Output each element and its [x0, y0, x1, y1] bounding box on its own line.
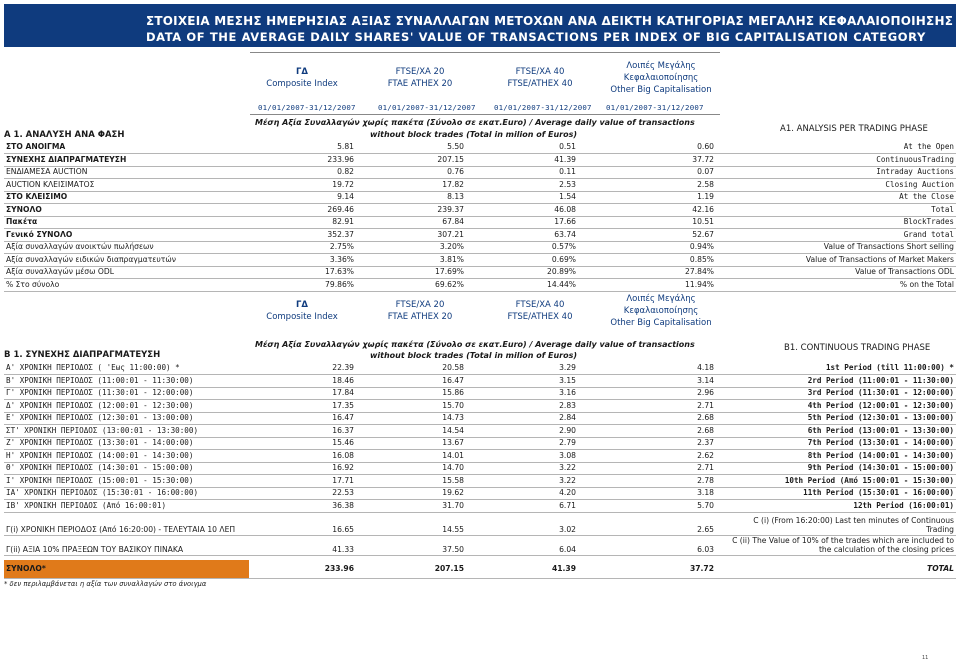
row-label: Αξία συναλλαγών μέσω ODL	[6, 267, 114, 276]
row-label: Γενικό ΣΥΝΟΛΟ	[6, 229, 73, 239]
table-row	[4, 475, 956, 488]
period-ftse20: 01/01/2007-31/12/2007	[378, 103, 476, 112]
row-label-en: 5th Period (12:30:01 - 13:00:00)	[807, 413, 954, 422]
row-value: 3.29	[559, 363, 576, 372]
table-row	[4, 425, 956, 438]
row-value: 37.72	[692, 154, 714, 164]
row-value: 2.62	[697, 450, 714, 460]
title-banner	[4, 4, 956, 47]
table-row	[4, 500, 956, 513]
table-row	[4, 241, 956, 254]
row-label: Γ(ii) ΑΞΙΑ 10% ΠΡΑΞΕΩΝ ΤΟΥ ΒΑΣΙΚΟΥ ΠΙΝΑΚΑ	[6, 545, 184, 554]
table-row	[4, 437, 956, 450]
row-value: 15.70	[442, 400, 464, 410]
row-label-en: 6th Period (13:00:01 - 13:30:00)	[807, 425, 954, 435]
row-value: 0.57%	[551, 242, 576, 251]
table-row	[4, 216, 956, 229]
row-value: 16.92	[332, 463, 354, 472]
table-row	[4, 229, 956, 242]
row-value: 22.39	[332, 363, 354, 372]
row-value: 207.15	[434, 564, 464, 573]
row-value: 1.54	[559, 192, 576, 201]
row-value: 6.04	[559, 545, 576, 554]
row-label: ΣΥΝΟΛΟ	[6, 204, 42, 214]
row-value: 5.70	[697, 500, 714, 510]
column-header-ftse40: FTSE/XA 40 FTSE/ATHEX 40	[507, 67, 573, 89]
row-value: 13.67	[442, 438, 464, 447]
row-value: 0.07	[697, 167, 714, 176]
table-row	[4, 191, 956, 204]
row-value: 9.14	[337, 192, 354, 201]
table-row	[4, 400, 956, 413]
row-label: Θ' ΧΡΟΝΙΚΗ ΠΕΡΙΟΔΟΣ (14:30:01 - 15:00:00)	[6, 463, 194, 472]
row-value: 20.58	[442, 363, 464, 372]
row-label-en: C (ii) The Value of 10% of the trades which are included to the calculation of the closing prices	[732, 536, 954, 554]
row-label: ΣΤΟ ΚΛΕΙΣΙΜΟ	[6, 192, 68, 201]
row-value: 2.65	[697, 525, 714, 534]
row-value: 17.66	[554, 217, 576, 226]
table-row	[4, 515, 956, 536]
row-value: 16.47	[332, 413, 354, 422]
row-value: 15.58	[442, 475, 464, 485]
row-value: 67.84	[442, 217, 464, 226]
row-value: 14.73	[442, 413, 464, 422]
row-value: 36.38	[332, 500, 354, 510]
table-row	[4, 254, 956, 267]
table-row	[4, 412, 956, 425]
title-greek: ΣΤΟΙΧΕΙΑ ΜΕΣΗΣ ΗΜΕΡΗΣΙΑΣ ΑΞΙΑΣ ΣΥΝΑΛΛΑΓΩΝ ΜΕΤΟΧΩΝ ΑΝΑ ΔΕΙΚΤΗ ΚΑΤΗΓΟΡΙΑΣ ΜΕΓΑΛΗΣ ΚΕΦΑΛΑΙΟΠΟΙΗΣΗΣ	[146, 14, 954, 28]
row-value: 14.44%	[547, 279, 576, 289]
row-label: Ε' ΧΡΟΝΙΚΗ ΠΕΡΙΟΔΟΣ (12:30:01 - 13:00:00)	[6, 413, 194, 422]
row-value: 41.33	[332, 545, 354, 554]
row-value: 17.63%	[325, 267, 354, 276]
row-label-en: At the Close	[899, 192, 954, 201]
row-value: 17.84	[332, 388, 354, 397]
row-value: 0.69%	[551, 254, 576, 264]
table-row	[4, 166, 956, 179]
row-label: ΙΒ' ΧΡΟΝΙΚΗ ΠΕΡΙΟΔΟΣ (Από 16:00:01)	[6, 500, 167, 510]
row-label: ΙΑ' ΧΡΟΝΙΚΗ ΠΕΡΙΟΔΟΣ (15:30:01 - 16:00:00)	[6, 488, 199, 497]
row-value: 2.71	[697, 463, 714, 472]
subtitle-a-line1: Μέση Αξία Συναλλαγών χωρίς πακέτα (Σύνολο σε εκατ.Euro) / Average daily value of transactions	[255, 118, 695, 127]
section-b-title: B 1. ΣΥΝΕΧΗΣ ΔΙΑΠΡΑΓΜΑΤΕΥΣΗ	[4, 350, 161, 360]
subtitle-b-line2: without block trades (Total in milion of Euros)	[370, 351, 578, 360]
row-value: 0.60	[697, 142, 714, 151]
column-header-ftse20: FTSE/XA 20 FTAE ATHEX 20	[387, 67, 453, 89]
row-value: 16.47	[442, 375, 464, 385]
table-row	[4, 375, 956, 388]
row-value: 22.53	[332, 488, 354, 497]
row-label-en: Grand total	[903, 229, 954, 239]
row-label: Γ(i) ΧΡΟΝΙΚΗ ΠΕΡΙΟΔΟΣ (Από 16:20:00) - ΤΕΛΕΥΤΑΙΑ 10 ΛΕΠ	[6, 525, 236, 534]
row-value: 207.15	[437, 154, 464, 164]
row-label-en: 3rd Period (11:30:01 - 12:00:00)	[807, 388, 954, 397]
row-value: 2.90	[559, 425, 576, 435]
title-english: DATA OF THE AVERAGE DAILY SHARES' VALUE OF TRANSACTIONS PER INDEX OF BIG CAPITALISATION CATEGORY	[146, 30, 926, 44]
row-value: 19.62	[442, 488, 464, 497]
row-value: 82.91	[332, 217, 354, 226]
row-label: Πακέτα	[6, 217, 38, 226]
row-value: 239.37	[437, 204, 464, 214]
column-header-other-b: Λοιπές Μεγάλης Κεφαλαιοποίησης Other Big Capitalisation	[610, 294, 712, 328]
row-value: 6.71	[559, 500, 576, 510]
row-label: ΕΝΔΙΑΜΕΣΑ AUCTION	[6, 167, 88, 176]
period-other: 01/01/2007-31/12/2007	[606, 103, 704, 112]
table-row	[4, 204, 956, 217]
page-number: 11	[922, 655, 929, 661]
row-value: 19.72	[332, 179, 354, 189]
row-value: 14.55	[442, 525, 464, 534]
row-value: 2.53	[559, 179, 576, 189]
row-value: 0.85%	[689, 254, 714, 264]
row-label-en: BlockTrades	[903, 217, 954, 226]
row-value: 2.37	[697, 438, 714, 447]
table-row	[4, 362, 956, 375]
column-header-composite: ΓΔ Composite Index	[266, 67, 338, 89]
row-value: 31.70	[442, 500, 464, 510]
row-value: 6.03	[697, 545, 714, 554]
row-value: 3.36%	[329, 254, 354, 264]
row-value: 5.50	[447, 142, 464, 151]
row-value: 41.39	[554, 154, 576, 164]
row-label-en: Intraday Auctions	[876, 167, 954, 176]
row-label-en: % on the Total	[899, 279, 954, 289]
row-label-en: ContinuousTrading	[876, 154, 954, 164]
period-composite: 01/01/2007-31/12/2007	[258, 103, 356, 112]
row-value: 14.54	[442, 425, 464, 435]
row-label-en: 1st Period (till 11:00:00) *	[825, 363, 954, 372]
row-label-en: Value of Transactions of Market Makers	[805, 254, 954, 264]
row-label: ΣΤ' ΧΡΟΝΙΚΗ ΠΕΡΙΟΔΟΣ (13:00:01 - 13:30:00)	[6, 425, 199, 435]
table-row	[4, 154, 956, 167]
row-value: 10.51	[692, 217, 714, 226]
subtitle-b-line1: Μέση Αξία Συναλλαγών χωρίς πακέτα (Σύνολο σε εκατ.Euro) / Average daily value of transactions	[255, 340, 695, 349]
row-label: AUCTION ΚΛΕΙΣΙΜΑΤΟΣ	[6, 179, 95, 189]
row-value: 2.84	[559, 413, 576, 422]
row-value: 69.62%	[435, 279, 464, 289]
row-value: 15.86	[442, 388, 464, 397]
row-value: 0.94%	[689, 242, 714, 251]
footnote: * δεν περιλαμβάνεται η αξία των συναλλαγών στο άνοιγμα	[4, 580, 207, 588]
row-label-en: 4th Period (12:00:01 - 12:30:00)	[807, 400, 954, 410]
row-label-en: 12th Period (16:00:01)	[853, 500, 954, 510]
row-value: 63.74	[554, 229, 576, 239]
row-value: 3.81%	[439, 254, 464, 264]
row-label: Δ' ΧΡΟΝΙΚΗ ΠΕΡΙΟΔΟΣ (12:00:01 - 12:30:00)	[6, 400, 194, 410]
row-value: 3.08	[559, 450, 576, 460]
table-row	[4, 450, 956, 463]
row-value: 2.75%	[329, 242, 354, 251]
row-value: 2.68	[697, 413, 714, 422]
row-value: 16.37	[332, 425, 354, 435]
row-value: 79.86%	[325, 279, 354, 289]
row-value: 0.51	[559, 142, 576, 151]
row-value: 1.19	[697, 192, 714, 201]
row-value: 16.08	[332, 450, 354, 460]
row-value: 17.82	[442, 179, 464, 189]
row-value: 2.79	[559, 438, 576, 447]
row-value: 17.35	[332, 400, 354, 410]
row-value: 52.67	[692, 229, 714, 239]
row-label-en: Closing Auction	[885, 179, 954, 189]
row-value: 2.58	[697, 179, 714, 189]
row-label-en: TOTAL	[927, 564, 954, 573]
row-value: 41.39	[551, 564, 576, 573]
table-row	[4, 179, 956, 192]
row-value: 4.18	[697, 363, 714, 372]
row-label: Αξία συναλλαγών ειδικών διαπραγματευτών	[6, 254, 176, 264]
row-label-en: Value of Transactions Short selling	[823, 242, 954, 251]
row-label-en: Value of Transactions ODL	[855, 267, 954, 276]
row-value: 2.96	[697, 388, 714, 397]
period-ftse40: 01/01/2007-31/12/2007	[494, 103, 592, 112]
row-value: 3.18	[697, 488, 714, 497]
row-label-en: 8th Period (14:00:01 - 14:30:00)	[807, 450, 954, 460]
row-value: 0.76	[447, 167, 464, 176]
table-row	[4, 141, 956, 154]
total-row	[4, 560, 956, 579]
row-label-en: 7th Period (13:30:01 - 14:00:00)	[807, 438, 954, 447]
row-label: Α' ΧΡΟΝΙΚΗ ΠΕΡΙΟΔΟΣ ( 'Εως 11:00:00) *	[6, 363, 180, 372]
row-value: 3.14	[697, 375, 714, 385]
table-row	[4, 535, 956, 556]
row-label: ΣΤΟ ΑΝΟΙΓΜΑ	[6, 142, 66, 151]
table-row	[4, 266, 956, 279]
row-value: 8.13	[447, 192, 464, 201]
row-label: Αξία συναλλαγών ανοικτών πωλήσεων	[6, 242, 154, 251]
row-label: Γ' ΧΡΟΝΙΚΗ ΠΕΡΙΟΔΟΣ (11:30:01 - 12:00:00)	[6, 388, 194, 397]
row-value: 0.11	[559, 167, 576, 176]
column-header-ftse40-b: FTSE/XA 40 FTSE/ATHEX 40	[507, 300, 573, 322]
table-row	[4, 487, 956, 500]
row-label-en: C (i) (From 16:20:00) Last ten minutes of Continuous Trading	[753, 516, 954, 534]
row-value: 5.81	[337, 142, 354, 151]
row-value: 20.89%	[547, 267, 576, 276]
row-label: ΣΥΝΟΛΟ*	[6, 564, 46, 573]
row-value: 3.15	[559, 375, 576, 385]
row-label: % Στο σύνολο	[6, 279, 60, 289]
row-label-en: 11th Period (15:30:01 - 16:00:00)	[803, 488, 954, 497]
row-value: 2.83	[559, 400, 576, 410]
table-row	[4, 387, 956, 400]
row-label-en: Total	[931, 204, 954, 214]
row-value: 14.01	[442, 450, 464, 460]
row-value: 307.21	[437, 229, 464, 239]
row-value: 233.96	[324, 564, 354, 573]
row-value: 3.02	[559, 525, 576, 534]
row-label-en: 9th Period (14:30:01 - 15:00:00)	[807, 463, 954, 472]
row-value: 17.71	[332, 475, 354, 485]
row-label: ΣΥΝΕΧΗΣ ΔΙΑΠΡΑΓΜΑΤΕΥΣΗ	[6, 154, 127, 164]
row-value: 14.70	[442, 463, 464, 472]
section-a-title-en: A1. ANALYSIS PER TRADING PHASE	[780, 124, 928, 134]
row-value: 37.50	[442, 545, 464, 554]
table-row	[4, 279, 956, 292]
table-row	[4, 462, 956, 475]
row-value: 2.68	[697, 425, 714, 435]
row-value: 3.16	[559, 388, 576, 397]
row-value: 269.46	[327, 204, 354, 214]
row-label: Β' ΧΡΟΝΙΚΗ ΠΕΡΙΟΔΟΣ (11:00:01 - 11:30:00)	[6, 375, 194, 385]
row-value: 42.16	[692, 204, 714, 214]
row-value: 27.84%	[685, 267, 714, 276]
row-value: 3.20%	[439, 242, 464, 251]
row-value: 15.46	[332, 438, 354, 447]
subtitle-a-line2: without block trades (Total in milion of Euros)	[370, 130, 578, 139]
column-header-other: Λοιπές Μεγάλης Κεφαλαιοποίησης Other Big Capitalisation	[610, 61, 712, 95]
row-value: 11.94%	[685, 279, 714, 289]
section-b-title-en: B1. CONTINUOUS TRADING PHASE	[784, 343, 931, 353]
row-value: 37.72	[689, 564, 714, 573]
row-value: 0.82	[337, 167, 354, 176]
row-value: 4.20	[559, 488, 576, 497]
column-header-composite-b: ΓΔ Composite Index	[266, 300, 338, 322]
column-header-ftse20-b: FTSE/XA 20 FTAE ATHEX 20	[387, 300, 453, 322]
row-value: 17.69%	[435, 267, 464, 276]
row-value: 46.08	[554, 204, 576, 214]
row-label: Η' ΧΡΟΝΙΚΗ ΠΕΡΙΟΔΟΣ (14:00:01 - 14:30:00)	[6, 450, 194, 460]
row-value: 352.37	[327, 229, 354, 239]
row-value: 3.22	[559, 463, 576, 472]
row-value: 2.78	[697, 475, 714, 485]
row-label-en: At the Open	[903, 142, 954, 151]
row-value: 18.46	[332, 375, 354, 385]
row-label: Ζ' ΧΡΟΝΙΚΗ ΠΕΡΙΟΔΟΣ (13:30:01 - 14:00:00)	[6, 438, 194, 447]
row-label: Ι' ΧΡΟΝΙΚΗ ΠΕΡΙΟΔΟΣ (15:00:01 - 15:30:00)	[6, 475, 194, 485]
row-value: 16.65	[332, 525, 354, 534]
section-a-title: A 1. ΑΝΑΛΥΣΗ ΑΝΑ ΦΑΣΗ	[4, 130, 125, 140]
row-value: 3.22	[559, 475, 576, 485]
row-value: 2.71	[697, 400, 714, 410]
row-value: 233.96	[327, 154, 354, 164]
row-label-en: 10th Period (Από 15:00:01 - 15:30:00)	[784, 475, 954, 485]
row-label-en: 2rd Period (11:00:01 - 11:30:00)	[807, 375, 954, 385]
